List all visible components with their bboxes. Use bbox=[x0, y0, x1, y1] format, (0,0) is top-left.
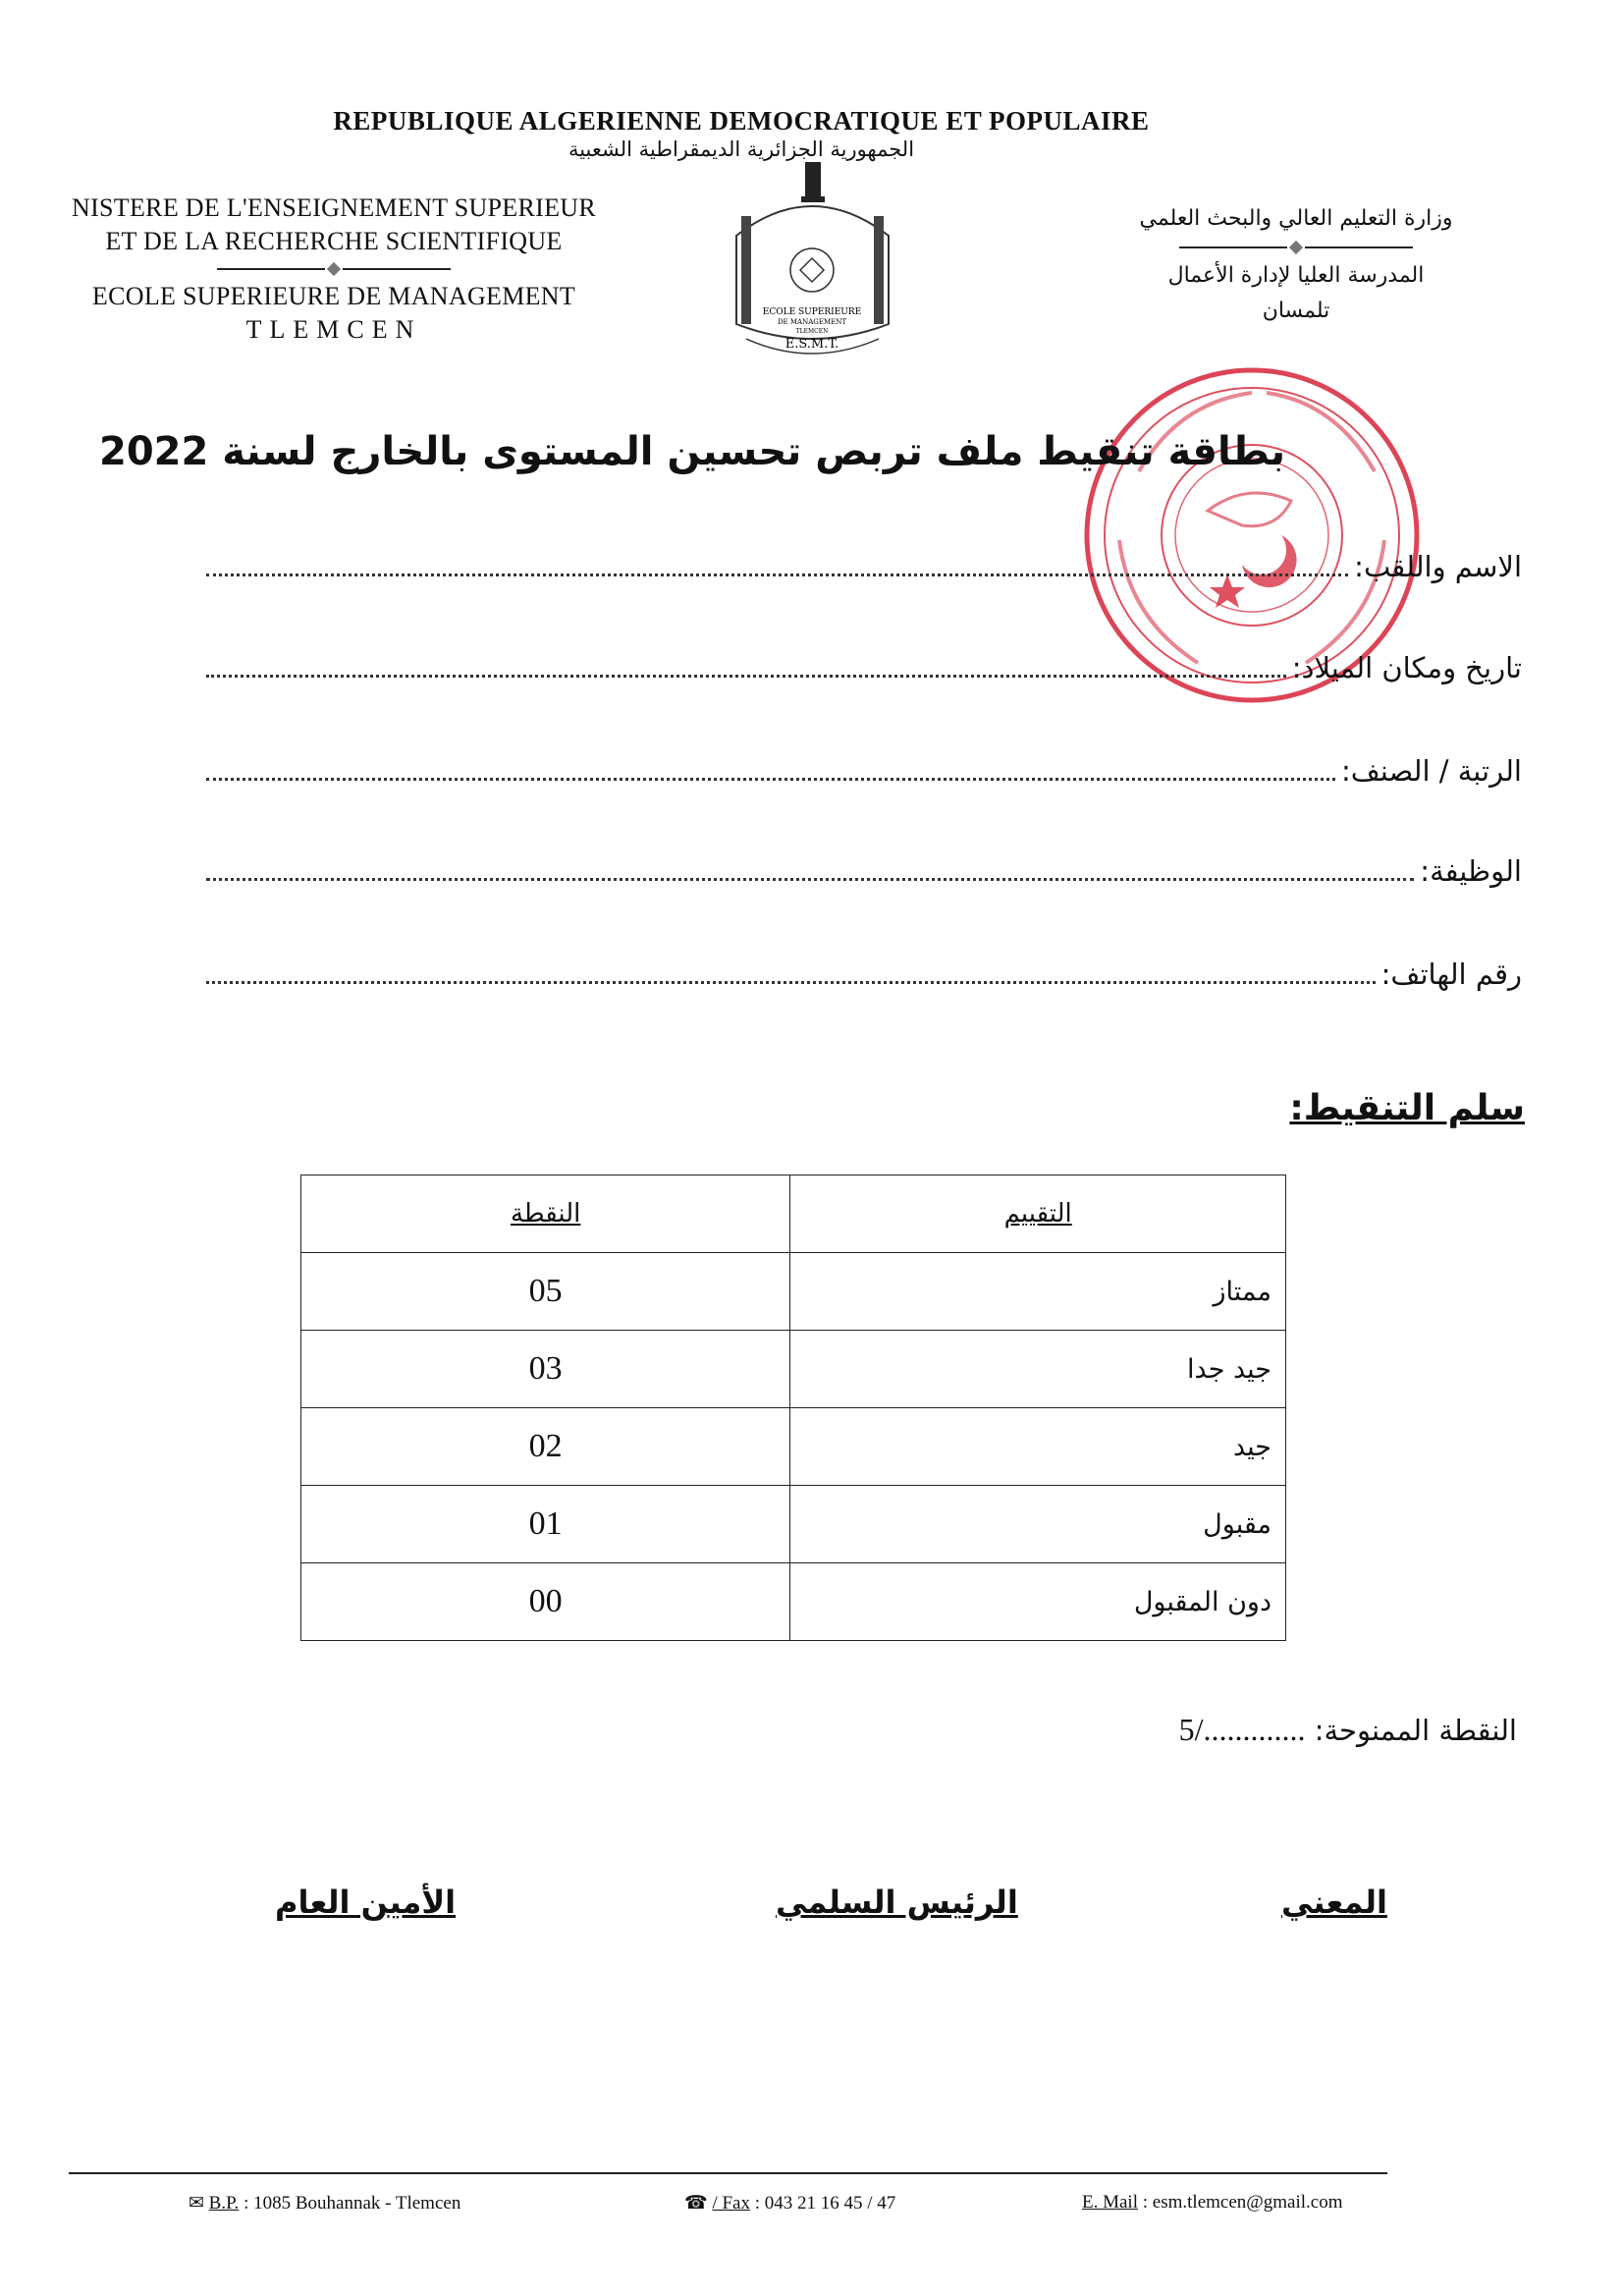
phone-dotted-line bbox=[206, 979, 1376, 984]
grade-cell: جيد bbox=[790, 1408, 1286, 1486]
given-score[interactable] bbox=[982, 1712, 1517, 1748]
footer-phone bbox=[684, 2192, 895, 2214]
signature-concerned: المعني bbox=[1281, 1884, 1387, 1921]
rank-dotted-line bbox=[206, 776, 1335, 781]
ministry-fr-line2: ET DE LA RECHERCHE SCIENTIFIQUE bbox=[105, 227, 563, 255]
signature-supervisor: الرئيس السلمي bbox=[776, 1884, 1018, 1921]
job-field[interactable] bbox=[206, 854, 1522, 888]
logo-abbrev: E.S.M.T. bbox=[784, 337, 839, 352]
table-row bbox=[301, 1408, 1286, 1486]
republic-fr: REPUBLIQUE ALGERIENNE DEMOCRATIQUE ET POPULAIRE bbox=[333, 106, 1150, 136]
mail-label: E. Mail bbox=[1082, 2192, 1138, 2213]
footer-divider bbox=[69, 2172, 1387, 2174]
birth-field[interactable] bbox=[206, 651, 1522, 684]
ministry-ar-line1: وزارة التعليم العالي والبحث العلمي bbox=[1139, 206, 1453, 231]
separator bbox=[1060, 243, 1532, 252]
fax-label: / Fax bbox=[712, 2193, 750, 2214]
grade-cell: مقبول bbox=[790, 1486, 1286, 1563]
phone-label: رقم الهاتف: bbox=[1380, 957, 1522, 991]
points-cell: 03 bbox=[301, 1331, 790, 1408]
rank-label: الرتبة / الصنف: bbox=[1340, 754, 1522, 788]
birth-dotted-line bbox=[206, 673, 1286, 678]
logo-text2: DE MANAGEMENT bbox=[777, 318, 847, 326]
school-logo bbox=[707, 157, 918, 378]
name-dotted-line bbox=[206, 572, 1348, 576]
points-cell: 01 bbox=[301, 1486, 790, 1563]
logo-text3: TLEMCEN bbox=[795, 328, 829, 335]
ministry-fr-line1: NISTERE DE L'ENSEIGNEMENT SUPERIEUR bbox=[72, 193, 596, 222]
points-header: النقطة bbox=[301, 1175, 790, 1253]
table-header-row bbox=[301, 1175, 1286, 1253]
phone-field[interactable] bbox=[206, 957, 1522, 991]
signature-secretary: الأمين العام bbox=[275, 1884, 457, 1921]
given-score-label: النقطة الممنوحة: bbox=[1314, 1714, 1517, 1747]
school-fr-line1: ECOLE SUPERIEURE DE MANAGEMENT bbox=[91, 282, 576, 310]
footer-address bbox=[189, 2192, 460, 2214]
points-cell: 02 bbox=[301, 1408, 790, 1486]
table-row bbox=[301, 1253, 1286, 1331]
school-ar-line1: المدرسة العليا لإدارة الأعمال bbox=[1167, 263, 1425, 288]
republic-ar: الجمهورية الجزائرية الديمقراطية الشعبية bbox=[568, 137, 915, 161]
name-field[interactable] bbox=[206, 550, 1522, 583]
logo-text1: ECOLE SUPERIEURE bbox=[762, 307, 862, 317]
points-cell: 05 bbox=[301, 1253, 790, 1331]
grading-table bbox=[300, 1175, 1286, 1641]
grade-cell: ممتاز bbox=[790, 1253, 1286, 1331]
ministry-fr-block bbox=[29, 191, 638, 347]
grade-header: التقييم bbox=[790, 1175, 1286, 1253]
ministry-ar-block bbox=[1060, 201, 1532, 329]
job-label: الوظيفة: bbox=[1420, 854, 1522, 888]
mail-value: : esm.tlemcen@gmail.com bbox=[1142, 2192, 1343, 2213]
page-title: بطاقة تنقيط ملف تربص تحسين المستوى بالخارج لسنة 2022 bbox=[99, 429, 1285, 474]
job-dotted-line bbox=[206, 876, 1414, 881]
birth-label: تاريخ ومكان الميلاد: bbox=[1291, 651, 1522, 684]
given-score-value: 5/............. bbox=[1178, 1712, 1306, 1747]
footer-email[interactable] bbox=[1082, 2192, 1343, 2214]
bp-label: B.P. bbox=[208, 2193, 240, 2214]
name-label: الاسم واللقب: bbox=[1354, 550, 1522, 583]
grade-cell: دون المقبول bbox=[790, 1563, 1286, 1641]
table-row bbox=[301, 1563, 1286, 1641]
table-row bbox=[301, 1331, 1286, 1408]
school-fr-line2: TLEMCEN bbox=[245, 315, 422, 344]
fax-value: : 043 21 16 45 / 47 bbox=[754, 2193, 896, 2214]
separator bbox=[29, 264, 638, 274]
scale-title: سلم التنقيط: bbox=[1289, 1088, 1525, 1128]
school-ar-line2: تلمسان bbox=[1262, 299, 1330, 323]
bp-value: : 1085 Bouhannak - Tlemcen bbox=[243, 2193, 461, 2214]
phone-icon: ☎ bbox=[684, 2193, 708, 2214]
mailbox-icon: ✉ bbox=[189, 2193, 204, 2214]
grade-cell: جيد جدا bbox=[790, 1331, 1286, 1408]
points-cell: 00 bbox=[301, 1563, 790, 1641]
rank-field[interactable] bbox=[206, 754, 1522, 788]
table-row bbox=[301, 1486, 1286, 1563]
